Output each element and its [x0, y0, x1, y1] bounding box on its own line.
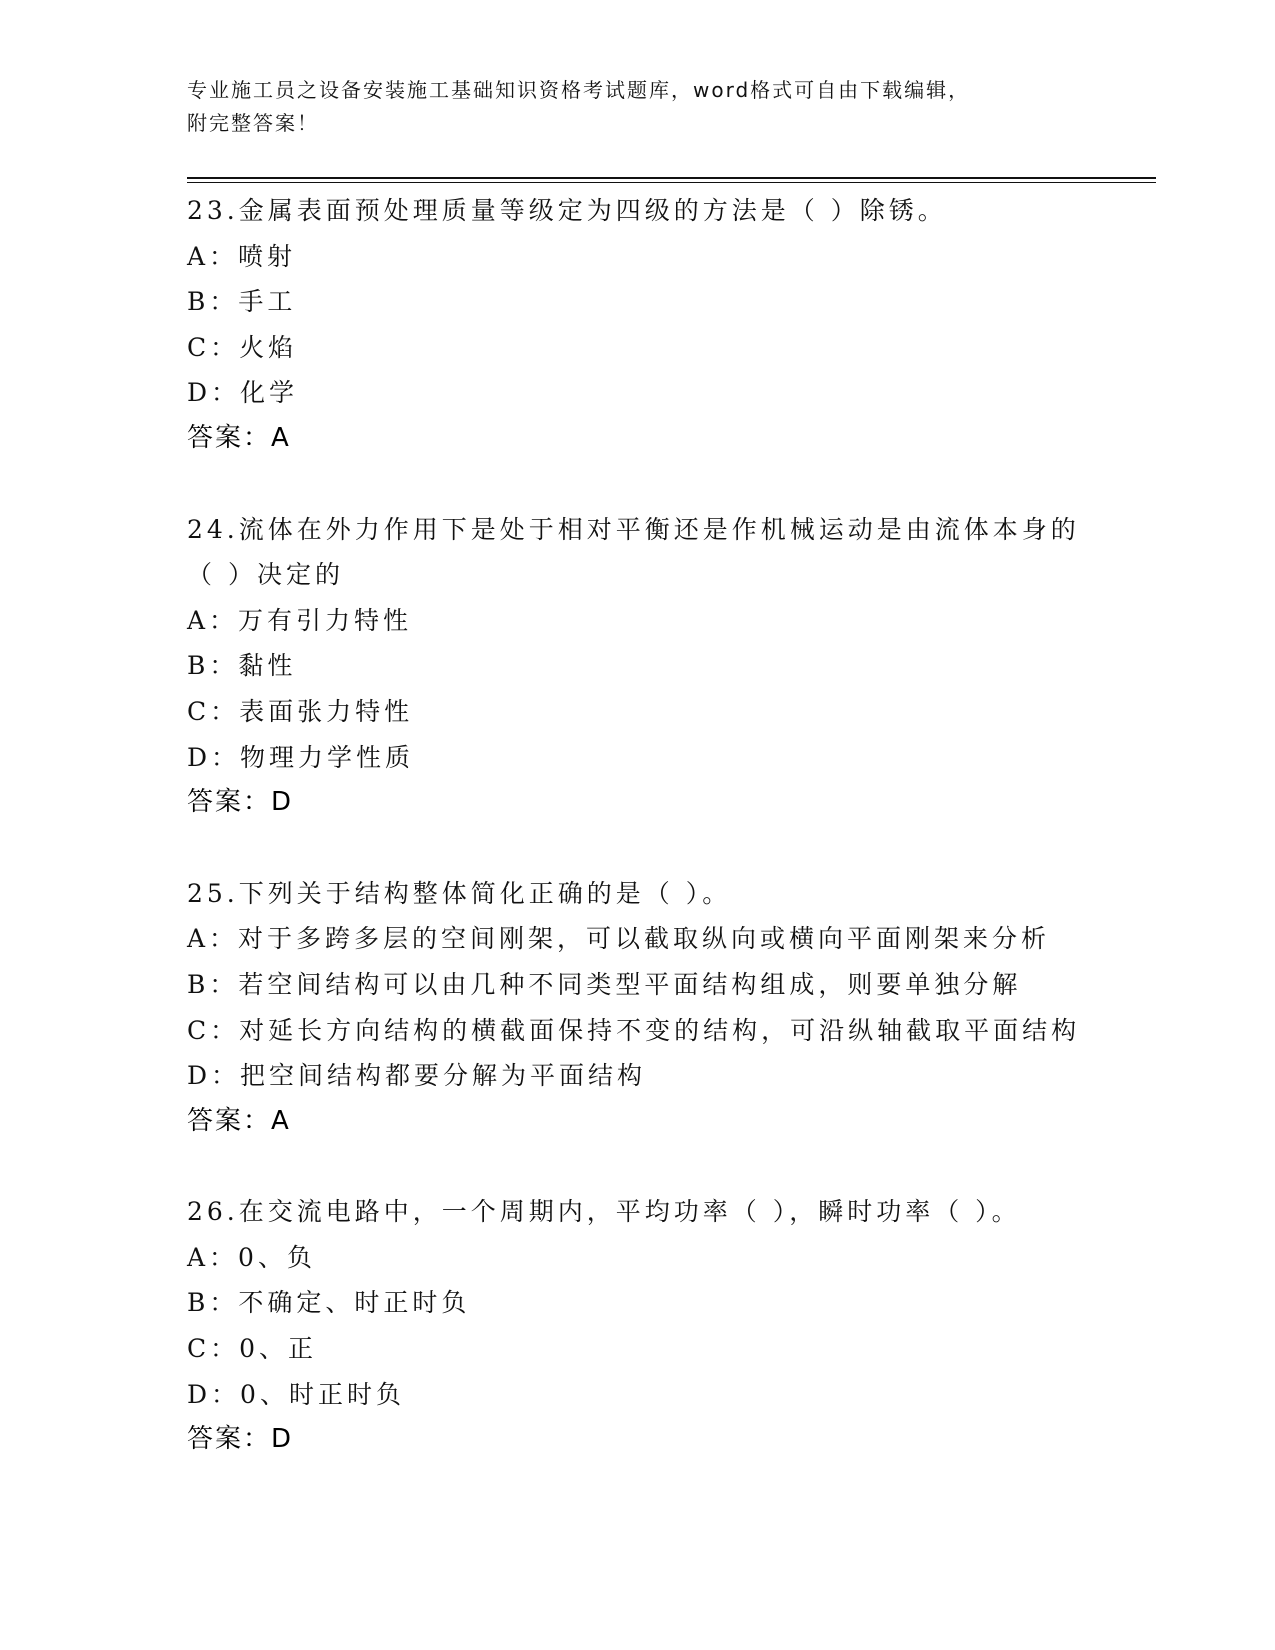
question-option: A：0、负: [187, 1242, 316, 1272]
question-option: D：化学: [187, 378, 299, 408]
question-option: C：表面张力特性: [187, 696, 414, 726]
question-option: C：0、正: [187, 1334, 318, 1364]
question-block: [187, 188, 1167, 462]
question-answer: 答案：D: [187, 787, 294, 818]
question-stem: 24.流体在外力作用下是处于相对平衡还是作机械运动是由流体本身的: [187, 514, 1080, 544]
header-line-1: 专业施工员之设备安装施工基础知识资格考试题库，word格式可自由下载编辑，: [187, 78, 971, 102]
question-option: B：手工: [187, 287, 297, 317]
question-answer: 答案：A: [187, 1105, 291, 1136]
question-block: [187, 507, 1167, 826]
question-stem: 23.金属表面预处理质量等级定为四级的方法是（ ）除锈。: [187, 196, 947, 225]
question-list: [187, 188, 1167, 1508]
question-answer: 答案：A: [187, 422, 291, 453]
question-option: A：万有引力特性: [187, 605, 413, 635]
question-block: [187, 871, 1167, 1145]
header-line-2: 附完整答案！: [187, 111, 319, 135]
document-header: [187, 74, 1087, 140]
question-stem: 26.在交流电路中，一个周期内，平均功率（ ），瞬时功率（ ）。: [187, 1197, 1021, 1227]
question-block: [187, 1189, 1167, 1463]
question-option: D：物理力学性质: [187, 742, 415, 772]
question-stem: 25.下列关于结构整体简化正确的是（ ）。: [187, 878, 732, 908]
header-divider-thick: [187, 177, 1156, 179]
question-option: B：不确定、时正时负: [187, 1288, 471, 1318]
question-stem: （ ）决定的: [187, 560, 344, 590]
question-option: A：对于多跨多层的空间刚架，可以截取纵向或横向平面刚架来分析: [187, 924, 1051, 954]
question-option: D：把空间结构都要分解为平面结构: [187, 1061, 647, 1091]
header-divider-thin: [187, 182, 1156, 183]
question-option: B：黏性: [187, 651, 297, 681]
question-option: A：喷射: [187, 241, 297, 271]
question-option: B：若空间结构可以由几种不同类型平面结构组成，则要单独分解: [187, 969, 1022, 999]
question-option: C：火焰: [187, 332, 298, 362]
question-answer: 答案：D: [187, 1424, 294, 1455]
question-option: D：0、时正时负: [187, 1379, 405, 1409]
question-option: C：对延长方向结构的横截面保持不变的结构，可沿纵轴截取平面结构: [187, 1015, 1081, 1045]
